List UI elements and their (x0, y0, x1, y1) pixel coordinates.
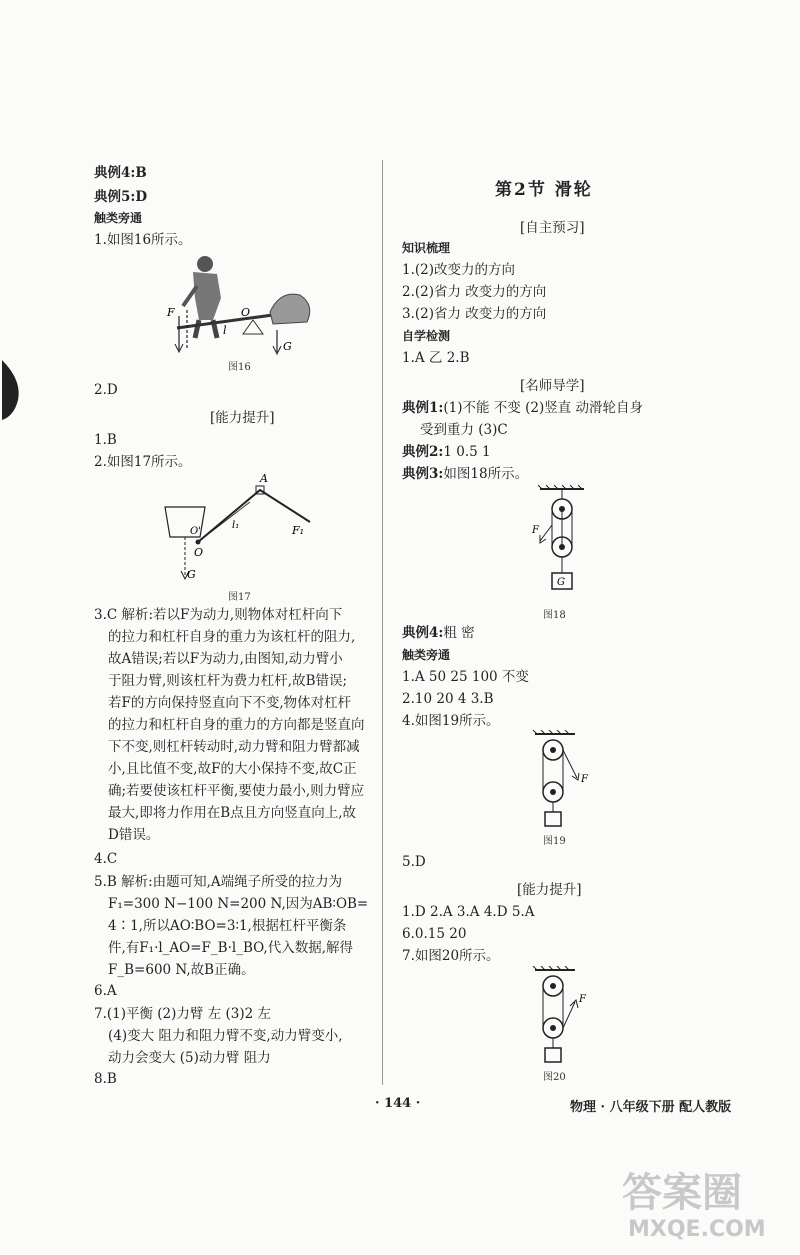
fig17-label-A: A (260, 472, 268, 485)
fig17-caption: 图17 (228, 592, 251, 603)
figure-19-pulley (525, 730, 595, 830)
left-line-0: 典例4:B (94, 165, 147, 181)
q5block-line-3: 件,有F₁·l_AO=F_B·l_BO,代入数据,解得 (108, 940, 353, 956)
fig17-label-l1: l₁ (232, 520, 240, 531)
fig17-label-F1: F₁ (292, 524, 305, 537)
left-line-3: 1.如图16所示。 (94, 232, 192, 248)
q3block-line-5: 的拉力和杠杆自身的重力的方向都是竖直向 (108, 717, 365, 733)
fig20-caption: 图20 (543, 1072, 566, 1083)
left-q6: 6.A (94, 983, 117, 999)
fig17-label-G: G (187, 568, 196, 581)
q3block-line-7: 小,且比值不变,故F的大小保持不变,故C正 (108, 761, 357, 777)
q3block-line-8: 确;若要使该杠杆平衡,要使力最小,则力臂应 (108, 783, 365, 799)
right-dianli2: 典例2:1 0.5 1 (402, 444, 491, 460)
right-zixue-answer: 1.A 乙 2.B (402, 350, 470, 366)
right-section-zizhu: [自主预习] (520, 220, 585, 236)
right-zixue-heading: 自学检测 (402, 329, 451, 343)
fig17-label-Oprime: O' (190, 526, 201, 537)
right-zhishi-heading: 知识梳理 (402, 241, 451, 255)
fig19-caption: 图19 (543, 836, 566, 847)
book-title: 物理 · 八年级下册 配人教版 (570, 1100, 732, 1115)
right-section-mingshi: [名师导学] (520, 378, 585, 394)
q7block-line-2: 动力会变大 (5)动力臂 阻力 (108, 1050, 271, 1066)
q5block-line-2: 4∶1,所以AO∶BO=3∶1,根据杠杆平衡条 (108, 918, 347, 934)
fig16-label-G: G (283, 340, 292, 353)
fig20-label-F: F (579, 994, 586, 1005)
right-nl-line1: 1.D 2.A 3.A 4.D 5.A (402, 904, 535, 920)
q3block-line-4: 若F的方向保持竖直向下不变,物体对杠杆 (108, 695, 352, 711)
q5block-line-1: F₁=300 N−100 N=200 N,因为AB∶OB= (108, 896, 369, 912)
q7block-line-0: 7.(1)平衡 (2)力臂 左 (3)2 左 (94, 1006, 272, 1022)
watermark-line2: MXQE.COM (628, 1217, 766, 1242)
fig16-label-O: O (241, 306, 251, 319)
q5block-line-0: 5.B 解析:由题可知,A端绳子所受的拉力为 (94, 874, 343, 890)
left-line-2: 触类旁通 (94, 211, 143, 225)
left-q2-answer: 2.D (94, 382, 118, 398)
right-cl-line1: 1.A 50 25 100 不变 (402, 669, 529, 685)
right-dianli3: 典例3:如图18所示。 (402, 466, 529, 482)
watermark-logo (618, 1162, 788, 1242)
q3block-line-2: 故A错误;若以F为动力,由图知,动力臂小 (108, 651, 343, 667)
right-dianli4: 典例4:粗 密 (402, 625, 475, 641)
fig16-label-l: l (223, 324, 227, 337)
fig18-label-F: F (532, 525, 539, 536)
q3block-line-1: 的拉力和杠杆自身的重力为该杠杆的阻力, (108, 629, 356, 645)
right-dianli1-cont: 受到重力 (3)C (420, 422, 508, 438)
q3block-line-9: 最大,即将力作用在B点且方向竖直向上,故 (108, 805, 357, 821)
right-cl-line3: 4.如图19所示。 (402, 713, 500, 729)
section-title: 第2节 滑轮 (495, 180, 593, 200)
q3block-line-3: 于阻力臂,则该杠杆为费力杠杆,故B错误; (108, 673, 348, 689)
q7block-line-1: (4)变大 阻力和阻力臂不变,动力臂变小, (108, 1028, 343, 1044)
watermark-line1: 答案圈 (622, 1170, 742, 1216)
right-nl-line2: 6.0.15 20 (402, 926, 467, 942)
right-zz-line1: 1.(2)改变力的方向 (402, 262, 516, 278)
right-zz-line2: 2.(2)省力 改变力的方向 (402, 284, 547, 300)
leaf-decoration-icon (0, 360, 24, 420)
left-q7-answer (94, 1003, 343, 1069)
fig19-label-F: F (581, 774, 588, 785)
fig16-caption: 图16 (228, 362, 251, 373)
right-section-nengli: [能力提升] (517, 882, 582, 898)
right-dianli1: 典例1:(1)不能 不变 (2)竖直 动滑轮自身 (402, 400, 644, 416)
left-nl-q1: 1.B (94, 432, 117, 448)
left-q4: 4.C (94, 851, 118, 867)
left-q3-explanation (94, 604, 365, 846)
right-zz-line3: 3.(2)省力 改变力的方向 (402, 306, 547, 322)
page-number: · 144 · (375, 1096, 421, 1111)
q3block-line-6: 下不变,则杠杆转动时,动力臂和阻力臂都减 (108, 739, 360, 755)
figure-16-lever-person (165, 250, 325, 360)
figure-18-pulley (532, 485, 592, 605)
right-cl-line2: 2.10 20 4 3.B (402, 691, 494, 707)
fig18-caption: 图18 (543, 610, 566, 621)
q3block-line-0: 3.C 解析:若以F为动力,则物体对杠杆向下 (94, 607, 343, 623)
q3block-line-10: D错误。 (108, 827, 160, 843)
column-divider (382, 160, 383, 1085)
left-section-nengli: [能力提升] (210, 410, 275, 426)
left-q5-explanation (94, 871, 368, 981)
figure-20-pulley (525, 966, 595, 1066)
left-nl-q2: 2.如图17所示。 (94, 454, 192, 470)
fig17-label-O: O (194, 546, 204, 559)
fig18-label-G: G (557, 577, 565, 588)
q5block-line-4: F_B=600 N,故B正确。 (108, 962, 255, 978)
left-line-1: 典例5:D (94, 189, 148, 205)
right-q5: 5.D (402, 854, 426, 870)
right-chulei-heading: 触类旁通 (402, 648, 451, 662)
right-nl-line3: 7.如图20所示。 (402, 948, 500, 964)
fig16-label-F: F (167, 306, 175, 319)
figure-17-lever-diagram (160, 472, 320, 582)
left-q8: 8.B (94, 1071, 117, 1087)
